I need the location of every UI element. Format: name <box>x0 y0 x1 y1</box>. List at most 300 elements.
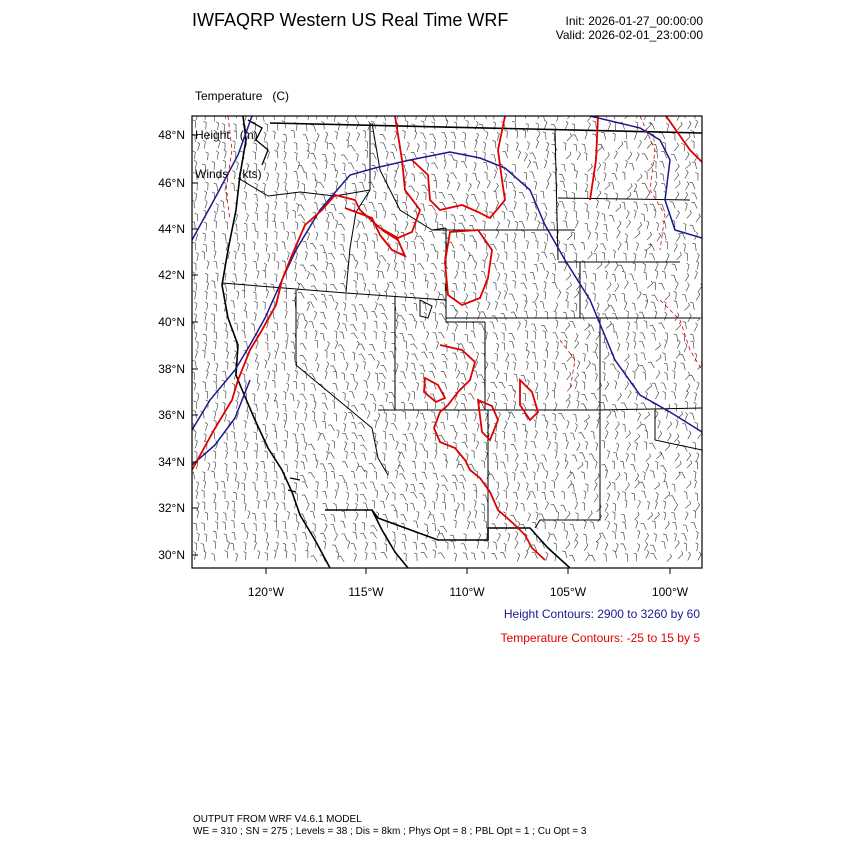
wind-barb <box>399 474 405 480</box>
wind-barb <box>567 400 570 409</box>
wind-barb <box>442 493 445 501</box>
wind-barb <box>471 553 475 560</box>
wind-barb <box>275 162 277 171</box>
wind-barb <box>489 474 495 480</box>
wind-barb <box>302 455 307 462</box>
wind-barb <box>254 194 257 202</box>
wind-barb <box>527 492 530 501</box>
wind-barb <box>345 451 348 459</box>
wind-barb <box>617 221 621 229</box>
lat-label: 38°N <box>158 362 185 376</box>
wind-barb <box>321 323 328 329</box>
wind-barb <box>283 283 287 291</box>
wind-barb <box>509 333 515 339</box>
wind-barb <box>355 494 358 502</box>
wind-barb <box>556 113 558 122</box>
wind-barb <box>317 363 319 372</box>
wind-barb <box>323 252 327 259</box>
wind-barb <box>602 252 605 260</box>
wind-barb <box>394 261 396 270</box>
wind-barb <box>370 153 376 159</box>
wind-barb <box>682 424 687 431</box>
wind-barb <box>625 160 627 169</box>
wind-barb <box>697 453 699 462</box>
wind-barb <box>456 503 459 512</box>
wind-barb <box>581 472 585 480</box>
wind-barb <box>315 490 318 498</box>
wind-barb <box>452 353 457 360</box>
wind-barb <box>614 523 617 531</box>
wind-barb <box>225 331 228 340</box>
wind-barb <box>315 330 317 339</box>
wind-barb <box>325 111 328 119</box>
wind-barb <box>193 382 196 390</box>
wind-barb <box>500 263 504 270</box>
wind-barb <box>273 131 276 139</box>
wind-barb <box>262 424 266 432</box>
wind-barb <box>609 215 614 222</box>
wind-barb <box>274 480 277 488</box>
wind-barb <box>567 232 572 240</box>
wind-barb <box>292 554 295 562</box>
wind-barb <box>389 483 396 489</box>
wind-barb <box>482 495 487 502</box>
wind-barb <box>658 431 662 439</box>
wind-barb <box>615 431 618 440</box>
wind-barb <box>656 222 659 231</box>
wind-barb <box>553 413 556 421</box>
wind-barb <box>399 382 406 388</box>
wind-barb <box>543 482 546 490</box>
wind-barb <box>461 141 465 148</box>
wind-barb <box>615 263 619 271</box>
wind-barb <box>566 292 568 301</box>
wind-barb <box>602 214 606 222</box>
wind-barb <box>481 552 485 560</box>
wind-barb <box>207 261 209 270</box>
wind-barb <box>408 186 415 192</box>
wind-barb <box>602 361 605 369</box>
wind-barb <box>526 361 528 370</box>
wind-barb <box>674 533 676 542</box>
wind-barb <box>234 251 237 259</box>
wind-barb <box>242 322 245 330</box>
wind-barb <box>315 353 318 362</box>
wind-barb <box>364 234 368 242</box>
wind-barb <box>401 262 404 270</box>
wind-barb <box>607 521 610 530</box>
wind-barb <box>621 411 625 419</box>
wind-barb <box>274 231 277 239</box>
wind-barb <box>441 133 446 140</box>
wind-barb <box>401 281 405 288</box>
wind-barb <box>223 371 227 379</box>
wind-barb <box>644 542 647 550</box>
wind-barb <box>455 431 457 440</box>
wind-barb <box>603 554 606 562</box>
wind-barb <box>337 430 339 439</box>
wind-barb <box>481 461 485 469</box>
wind-barb <box>350 325 356 331</box>
wind-barb <box>468 252 471 261</box>
wind-barb <box>515 130 518 138</box>
wind-barb <box>402 534 407 541</box>
wind-barb <box>243 552 246 560</box>
wind-barb <box>663 512 666 521</box>
wind-barb <box>482 342 485 350</box>
wind-barb <box>214 220 217 228</box>
wind-barb <box>285 173 288 182</box>
wind-barb <box>646 243 651 251</box>
wind-barb <box>253 152 256 160</box>
wind-barb <box>654 181 657 190</box>
wind-barb <box>618 141 623 149</box>
wind-barb <box>213 332 217 340</box>
wind-barb <box>457 382 459 391</box>
wind-barb <box>338 556 345 562</box>
wind-barb <box>475 261 477 270</box>
wind-barb <box>687 210 692 218</box>
wind-barb <box>684 492 687 500</box>
wind-barb <box>583 534 587 542</box>
wind-barb <box>264 481 268 489</box>
wind-barb <box>603 162 606 170</box>
wind-barb <box>302 364 307 371</box>
wind-barb <box>213 502 216 510</box>
wind-barb <box>286 383 289 391</box>
wind-barb <box>336 552 339 560</box>
wind-barb <box>613 133 616 141</box>
wind-barb <box>581 242 585 250</box>
wind-barb <box>544 281 547 290</box>
wind-barb <box>583 271 587 279</box>
wind-barb <box>626 453 628 462</box>
wind-barb <box>687 460 692 468</box>
wind-barb <box>443 361 447 368</box>
wind-barb <box>451 132 456 139</box>
wind-barb <box>194 430 197 439</box>
wind-barb <box>266 411 268 420</box>
wind-barb <box>309 321 314 328</box>
wind-barb <box>296 450 299 459</box>
wind-barb <box>656 354 661 361</box>
wind-barb <box>222 142 225 150</box>
wind-barb <box>491 155 496 162</box>
wind-barb <box>603 342 608 349</box>
wind-barb <box>431 122 435 130</box>
wind-barb <box>461 162 467 168</box>
wind-barb <box>225 221 228 229</box>
wind-barb <box>571 164 575 172</box>
wind-barb <box>650 326 656 332</box>
lon-label: 120°W <box>247 585 285 599</box>
wind-barb <box>430 364 436 370</box>
wind-barb <box>532 455 537 462</box>
wind-barb <box>602 314 608 320</box>
wind-barb <box>312 503 315 511</box>
wind-barb <box>297 521 300 530</box>
wind-barb <box>304 331 307 339</box>
wind-barb <box>511 354 516 361</box>
wind-barb <box>603 224 607 232</box>
wind-barb <box>265 552 268 560</box>
wind-barb <box>274 431 277 439</box>
wind-barb <box>570 524 575 531</box>
wind-barb <box>411 484 416 491</box>
wind-barb <box>416 382 418 391</box>
height-contour-1 <box>192 116 252 240</box>
wind-barb <box>342 433 347 440</box>
wind-barb <box>424 500 427 509</box>
wind-barb <box>374 234 378 242</box>
wind-barb <box>554 521 557 530</box>
wind-barb <box>655 270 658 279</box>
wind-barb <box>485 292 488 300</box>
wind-barb <box>535 430 538 439</box>
wind-barb <box>366 110 369 118</box>
wind-barb <box>536 140 539 149</box>
wind-barb <box>570 433 575 440</box>
wind-barb <box>501 462 506 469</box>
wind-barb <box>426 162 428 171</box>
wind-barb <box>351 544 356 551</box>
wind-barb <box>641 353 646 360</box>
wind-barb <box>674 243 677 252</box>
wind-barb <box>566 511 571 519</box>
wind-barb <box>608 306 614 312</box>
wind-barb <box>498 291 501 300</box>
wind-barb <box>202 251 205 259</box>
wind-barb <box>588 231 591 240</box>
wind-barb <box>419 444 425 451</box>
wind-barb <box>377 413 380 422</box>
wind-barb <box>546 342 548 351</box>
wind-barb <box>253 534 256 542</box>
wind-barb <box>634 434 639 442</box>
wind-barb <box>256 374 259 382</box>
wind-barb <box>442 233 448 239</box>
wind-barb <box>255 473 258 481</box>
wind-barb <box>505 454 508 462</box>
wind-barb <box>440 526 447 532</box>
wind-barb <box>671 512 675 520</box>
wind-barb <box>493 191 496 199</box>
wind-barb <box>225 463 228 471</box>
wind-barb <box>671 392 676 399</box>
wind-barb <box>605 512 609 520</box>
wind-barb <box>272 331 275 339</box>
wind-barb <box>311 125 316 132</box>
wind-barb <box>531 441 536 448</box>
wind-barb <box>369 345 375 351</box>
wind-barb <box>652 295 658 301</box>
wind-barb <box>421 552 428 558</box>
wind-barb <box>204 121 207 129</box>
wind-barb <box>625 482 629 490</box>
wind-barb <box>361 404 367 411</box>
field-height: Height (m) <box>195 128 258 142</box>
wind-barb <box>242 331 246 339</box>
wind-barb <box>434 282 436 291</box>
wind-barb <box>573 183 576 191</box>
wind-barb <box>375 373 378 381</box>
wind-barb <box>593 352 598 359</box>
wind-barb <box>574 303 577 311</box>
wind-barb <box>649 254 655 260</box>
wind-barb <box>461 233 464 241</box>
wind-barb <box>463 553 468 560</box>
wind-barb <box>321 294 327 301</box>
wind-barb <box>276 261 279 269</box>
wind-barb <box>616 193 618 202</box>
wind-barb <box>474 162 476 171</box>
wind-barb <box>668 433 672 441</box>
wind-barb <box>394 510 397 518</box>
wind-barb <box>626 192 631 199</box>
wind-barb <box>534 181 537 190</box>
wind-barb <box>586 361 590 369</box>
wind-barb <box>539 463 544 470</box>
wind-barb <box>297 180 300 189</box>
wind-barb <box>409 434 414 441</box>
wind-barb <box>474 241 477 249</box>
wind-barb <box>400 333 405 340</box>
wind-barb <box>463 111 466 119</box>
wind-barb <box>421 204 425 212</box>
wind-barb <box>676 420 679 429</box>
wind-barb <box>482 192 485 200</box>
wind-barb <box>343 292 346 300</box>
wind-barb <box>595 232 598 240</box>
wind-barb <box>644 204 648 212</box>
wind-barb <box>380 501 385 508</box>
wind-barb <box>194 543 197 551</box>
wind-barb <box>234 350 236 359</box>
wind-barb <box>244 231 247 239</box>
wind-barb <box>323 284 327 292</box>
wind-barb <box>495 183 499 191</box>
wind-barb <box>578 462 583 469</box>
wind-barb <box>283 391 286 399</box>
wind-barb <box>655 461 658 469</box>
wind-barb <box>676 472 681 480</box>
wind-barb <box>677 252 682 260</box>
wind-barb <box>463 283 466 292</box>
wind-barb <box>361 243 366 250</box>
wind-barb <box>477 423 479 432</box>
wind-barb <box>191 472 195 480</box>
wind-barb <box>302 482 308 488</box>
temp-contour-2 <box>412 116 505 218</box>
wind-barb <box>373 210 376 218</box>
wind-barb <box>429 372 435 379</box>
wind-barb <box>466 362 469 371</box>
wind-barb <box>585 300 588 309</box>
wind-barb <box>329 143 336 149</box>
wind-barb <box>360 483 366 489</box>
wind-barb <box>624 472 627 480</box>
wind-barb <box>407 142 410 151</box>
wind-barb <box>665 292 670 300</box>
temperature-legend: Temperature Contours: -25 to 15 by 5 <box>500 631 700 645</box>
wind-barb <box>685 372 689 380</box>
wind-barb <box>442 283 445 291</box>
wind-barb <box>331 471 335 479</box>
wind-barb <box>487 301 490 310</box>
wind-barb <box>496 343 498 352</box>
wind-barb <box>631 493 635 501</box>
wind-barb <box>561 332 567 338</box>
wind-barb <box>633 253 636 262</box>
wind-barb <box>474 490 477 498</box>
wind-barb <box>635 231 640 238</box>
wind-barb <box>441 422 446 429</box>
wind-barb <box>497 533 500 541</box>
wind-barb <box>685 413 688 422</box>
wind-barb <box>194 160 197 169</box>
wind-barb <box>591 393 597 399</box>
wind-barb <box>380 134 387 140</box>
wind-barb <box>514 252 517 260</box>
wind-barb <box>310 244 316 250</box>
puget-sound <box>248 120 268 165</box>
wind-barb <box>213 461 216 469</box>
wind-barb <box>551 480 554 488</box>
wind-barb <box>594 253 597 261</box>
wind-barb <box>265 220 268 228</box>
wind-barb <box>546 181 549 190</box>
wind-barb <box>612 482 615 490</box>
wind-barb <box>626 362 628 371</box>
wind-barb <box>450 173 456 179</box>
wind-barb <box>540 223 544 231</box>
wind-barb <box>276 542 279 551</box>
wind-barb <box>342 163 345 171</box>
wind-barb <box>227 541 229 550</box>
wind-barb <box>419 483 425 489</box>
wind-barb <box>625 500 628 508</box>
temp-contour-3 <box>445 230 492 305</box>
wind-barb <box>686 283 689 292</box>
wind-barb <box>536 382 538 391</box>
wind-barb <box>360 533 366 539</box>
wind-barb <box>333 383 338 390</box>
wind-barb <box>353 280 356 288</box>
wind-barb <box>298 205 304 211</box>
wind-barb <box>357 233 360 242</box>
wind-barb <box>605 542 608 551</box>
wind-barb <box>257 500 260 509</box>
wind-barb <box>339 476 345 482</box>
wind-barb <box>502 152 507 159</box>
wind-barb <box>696 543 699 551</box>
wind-barb <box>663 481 668 488</box>
wind-barb <box>195 440 197 449</box>
wind-barb <box>572 192 575 200</box>
wind-barb <box>361 205 367 212</box>
wind-barb <box>415 232 418 241</box>
wind-barb <box>383 431 386 439</box>
wind-barb <box>695 120 698 129</box>
wind-barb <box>272 380 275 388</box>
wind-barb <box>450 541 454 548</box>
wind-barb <box>396 320 398 329</box>
wind-barb <box>375 252 378 260</box>
wind-barb <box>660 466 666 472</box>
wind-barb <box>213 381 216 389</box>
wind-barb <box>512 164 516 172</box>
wind-barb <box>525 441 527 450</box>
